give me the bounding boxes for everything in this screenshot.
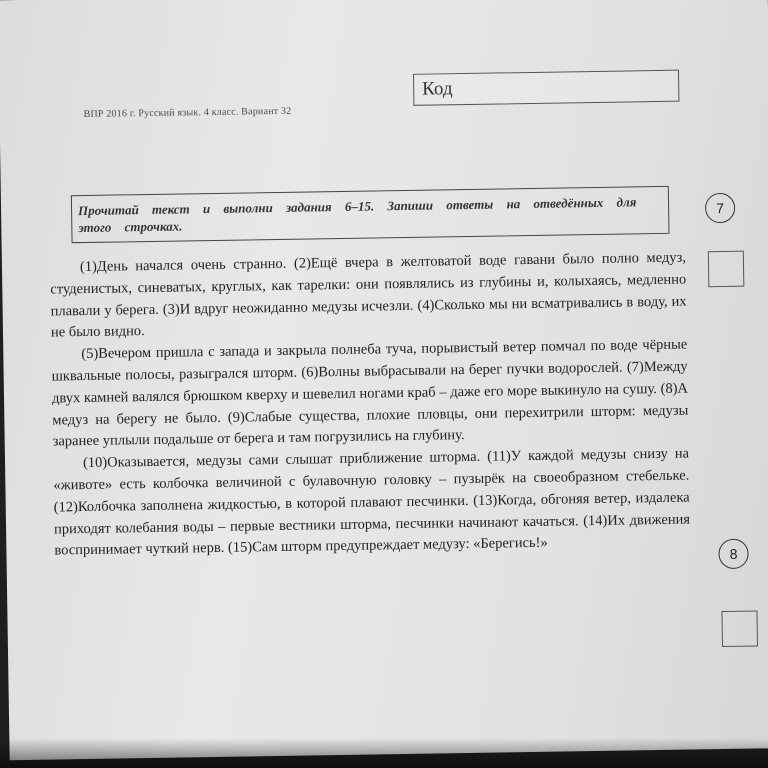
paragraph-1: (1)День начался очень странно. (2)Ещё вчера в желтоватой воде гавани было полно медуз, студенистых, синеватых, круглых, как тарелки: они появлялись из глубины и, колыхаясь, медленно плавали у берега. (3)И вдруг неожиданно медузы исчезли. (4)Сколько мы ни всматривались в воду, их не было видно. xyxy=(50,249,687,341)
paragraph-3: (10)Оказывается, медузы сами слышат приближение шторма. (11)У каждой медузы снизу на «животе» есть колбочка величиной с булавочную головку – пузырёк на своеобразном стебельке. (12)Колбочка заполнена жидкостью, в которой плавают песчинки. (13)Когда, обгоняя ветер, издалека приходят колебания воды – первые вестники шторма, песчинки начинают качаться. (14)Их движения воспринимает чуткий нерв. (15)Сам шторм предупреждает медузу: «Берегись!» xyxy=(53,445,691,559)
bottom-shadow xyxy=(0,738,768,768)
instructions-text: Прочитай текст и выполни задания 6–15. Запиши ответы на отведённых для этого строчках. xyxy=(77,194,637,236)
code-label: Код xyxy=(422,78,453,100)
answer-box-7[interactable] xyxy=(708,251,745,288)
page-header: ВПР 2016 г. Русский язык. 4 класс. Вариант 32 xyxy=(83,105,292,120)
code-field[interactable] xyxy=(413,70,679,106)
task-number-7: 7 xyxy=(705,193,735,223)
reading-text xyxy=(50,248,691,563)
answer-box-8[interactable] xyxy=(721,610,758,647)
task-number-8: 8 xyxy=(718,539,748,569)
instructions-box xyxy=(71,186,670,243)
paragraph-2: (5)Вечером пришла с запада и закрыла полнеба туча, порывистый ветер помчал по воде чёрные шквальные полосы, разыгрался шторм. (6)Волны выбрасывали на берег пучки водорослей. (7)Между двух камней валялся брюшком кверху и шевелил ногами краб – даже его море выкинуло на сушу. (8)А медуз на берегу не было. (9)Слабые существа, плохие пловцы, они перехитрили шторм: медузы заранее уплыли подальше от берега и там погрузились на глубину. xyxy=(51,336,689,450)
